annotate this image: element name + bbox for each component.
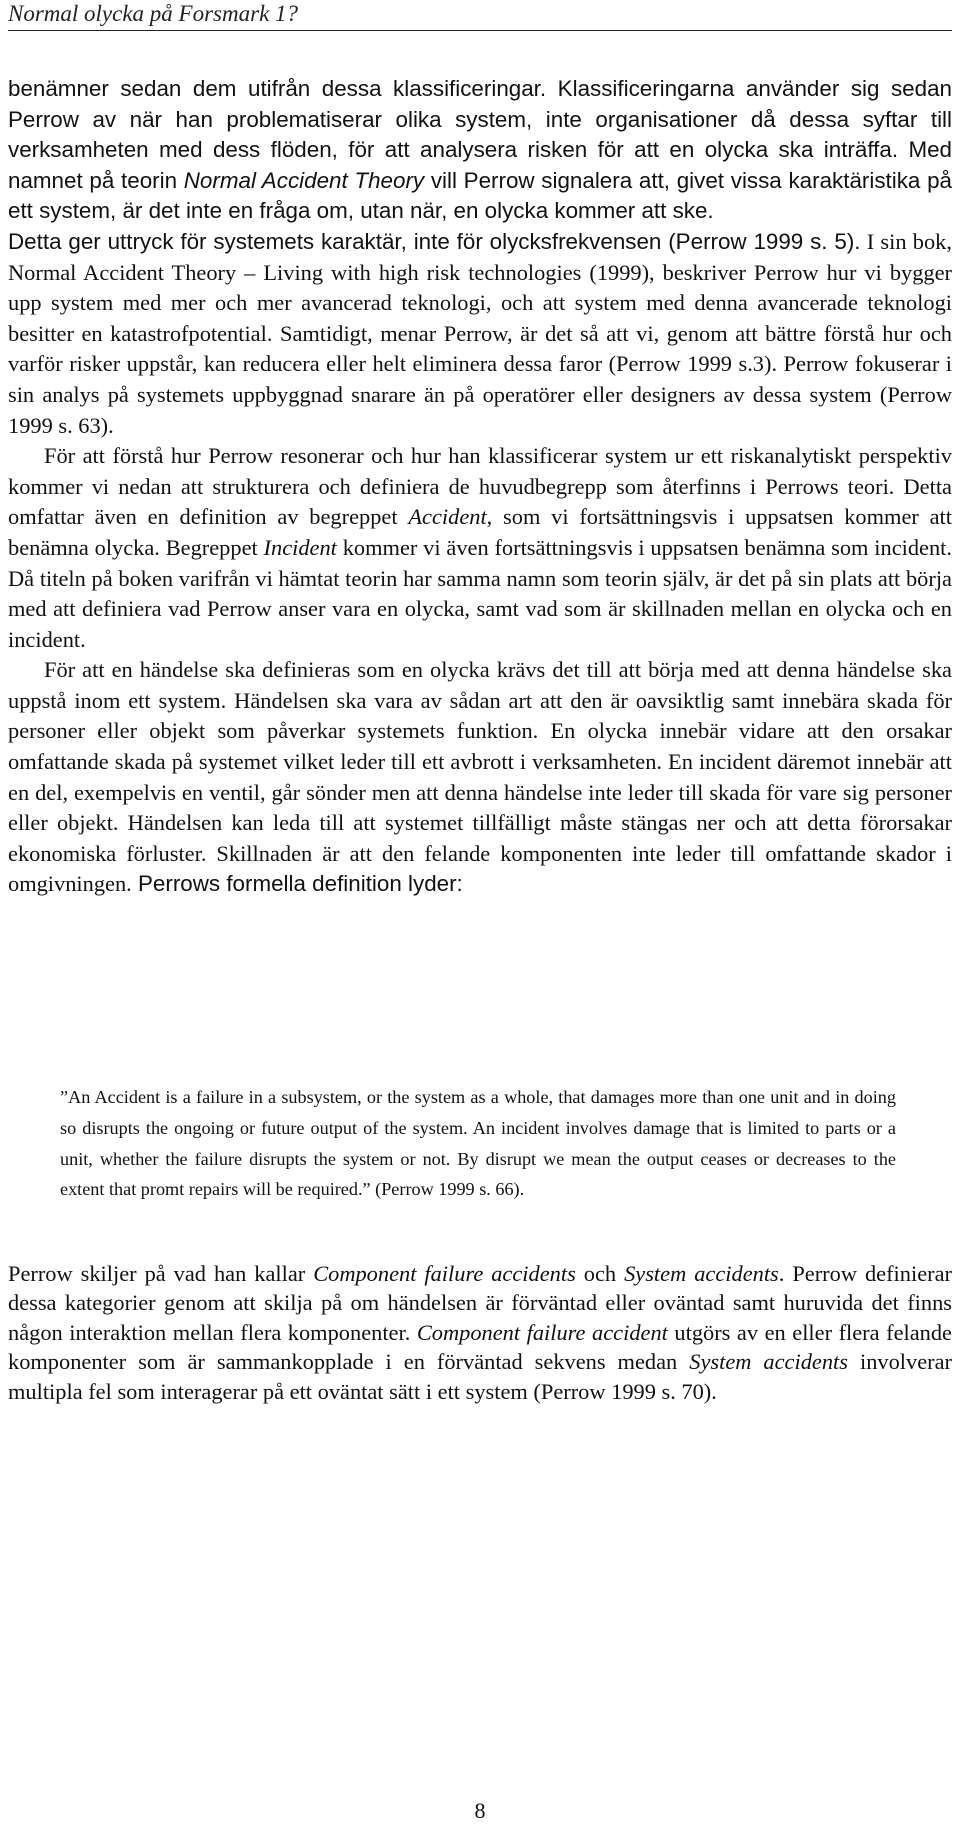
p5-emphasis-2: System accidents <box>624 1261 779 1286</box>
p5-emphasis-4: System accidents <box>689 1349 848 1375</box>
p3-text-b: , som vi fortsättningsvis i uppsatsen kommer att benämna olycka. Begreppet <box>8 504 953 560</box>
p1-text-a: benämner sedan dem utifrån dessa klassificeringar. Klassificeringarna använder sig sedan Perrow av när han problematiserar olika system, inte organisationer då dessa syftar till verksamheten med dess flöden, för att analysera risken för att en olycka ska inträffa. Med namnet på teorin <box>8 76 952 193</box>
closing-text <box>8 1259 952 1406</box>
p5-text-b: och <box>575 1261 625 1286</box>
body-text <box>8 74 952 900</box>
p5-text-d: utgörs av en eller flera felande komponenter som är sammankopplade i en förväntad sekvens medan <box>8 1319 952 1375</box>
p3-text-a: För att förstå hur Perrow resonerar och hur han klassificerar system ur ett riskanalytiskt perspektiv kommer vi nedan att strukturera och definiera de huvudbegrepp som återfinns i Perrows teori. Detta omfattar även en definition av begreppet <box>8 443 952 530</box>
p5-text-a: Perrow skiljer på vad han kallar <box>8 1261 314 1286</box>
page-number: 8 <box>474 1798 486 1823</box>
running-header: Normal olycka på Forsmark 1? <box>8 2 952 31</box>
paragraph-1 <box>8 74 952 227</box>
p1-emphasis: Normal Accident Theory <box>183 167 425 193</box>
p3-emphasis-2: Incident <box>263 534 337 560</box>
paragraph-5 <box>8 1259 952 1406</box>
paragraph-2 <box>8 227 952 441</box>
paragraph-3 <box>8 441 952 655</box>
p5-text-e: involverar multipla fel som interagerar på ett oväntat sätt i ett system (Perrow 1999 s. 70). <box>8 1349 952 1404</box>
p2-text-a: Detta ger uttryck för systemets karaktär, inte för olycksfrekvensen (Perrow 1999 s. 5). <box>8 228 861 254</box>
paragraph-4 <box>8 655 952 900</box>
p3-text-c: kommer vi även fortsättningsvis i uppsatsen benämna som incident. Då titeln på boken varifrån vi hämtat teorin har samma namn som teorin själv, är det på sin plats att börja med att definiera vad Perrow anser vara en olycka, samt vad som är skillnaden mellan en olycka och en incident. <box>8 534 952 652</box>
p5-emphasis-3: Component failure accident <box>416 1319 668 1345</box>
p2-text-b: I sin bok, Normal Accident Theory – Living with high risk technologies (1999), beskriver Perrow hur vi bygger upp system med mer och mer avancerad teknologi, och att system med denna avancerade teknologi besitter en katastrofpotential. Samtidigt, menar Perrow, är det så att vi, genom att bättre förstå hur och varför risker uppstår, kan reducera eller helt eliminera dessa faror (Perrow 1999 s.3). Perrow fokuserar i sin analys på systemets uppbyggnad snarare än på operatörer eller designers av dessa system (Perrow 1999 s. 63). <box>8 228 952 438</box>
block-quote: ”An Accident is a failure in a subsystem, or the system as a whole, that damages more than one unit and in doing so disrupts the ongoing or future output of the system. An incident involves damage that is limited to parts or a unit, whether the failure disrupts the system or not. By disrupt we mean the output ceases or decreases to the extent that promt repairs will be required.” (Perrow 1999 s. 66). <box>60 1087 896 1200</box>
p4-tail: Perrows formella definition lyder: <box>131 871 463 897</box>
p1-text-b: vill Perrow signalera att, givet vissa karaktäristika på ett system, är det inte en fråga om, utan när, en olycka kommer att ske. <box>8 167 952 224</box>
p5-text-c: . Perrow definierar dessa kategorier genom att skilja på om händelsen är förväntad eller oväntad samt huruvida det finns någon interaktion mellan flera komponenter. <box>8 1261 952 1345</box>
p5-emphasis-1: Component failure accidents <box>313 1261 576 1286</box>
p3-emphasis-1: Accident <box>408 504 487 530</box>
p4-text: För att en händelse ska definieras som en olycka krävs det till att börja med att denna händelse ska uppstå inom ett system. Händelsen ska vara av sådan art att den är oavsiktlig samt innebära skada för personer eller objekt som påverkar systemets funktion. En olycka innebär vidare att den orsakar omfattande skada på systemet vilket leder till ett avbrott i verksamheten. En incident däremot innebär att en del, exempelvis en ventil, går sönder men att denna händelse inte leder till skada för vare sig personer eller objekt. Händelsen kan leda till att systemet tillfälligt måste stängas ner och att detta förorsakar ekonomiska förluster. Skillnaden är att den felande komponenten inte leder till omfattande skador i omgivningen. <box>8 657 952 897</box>
